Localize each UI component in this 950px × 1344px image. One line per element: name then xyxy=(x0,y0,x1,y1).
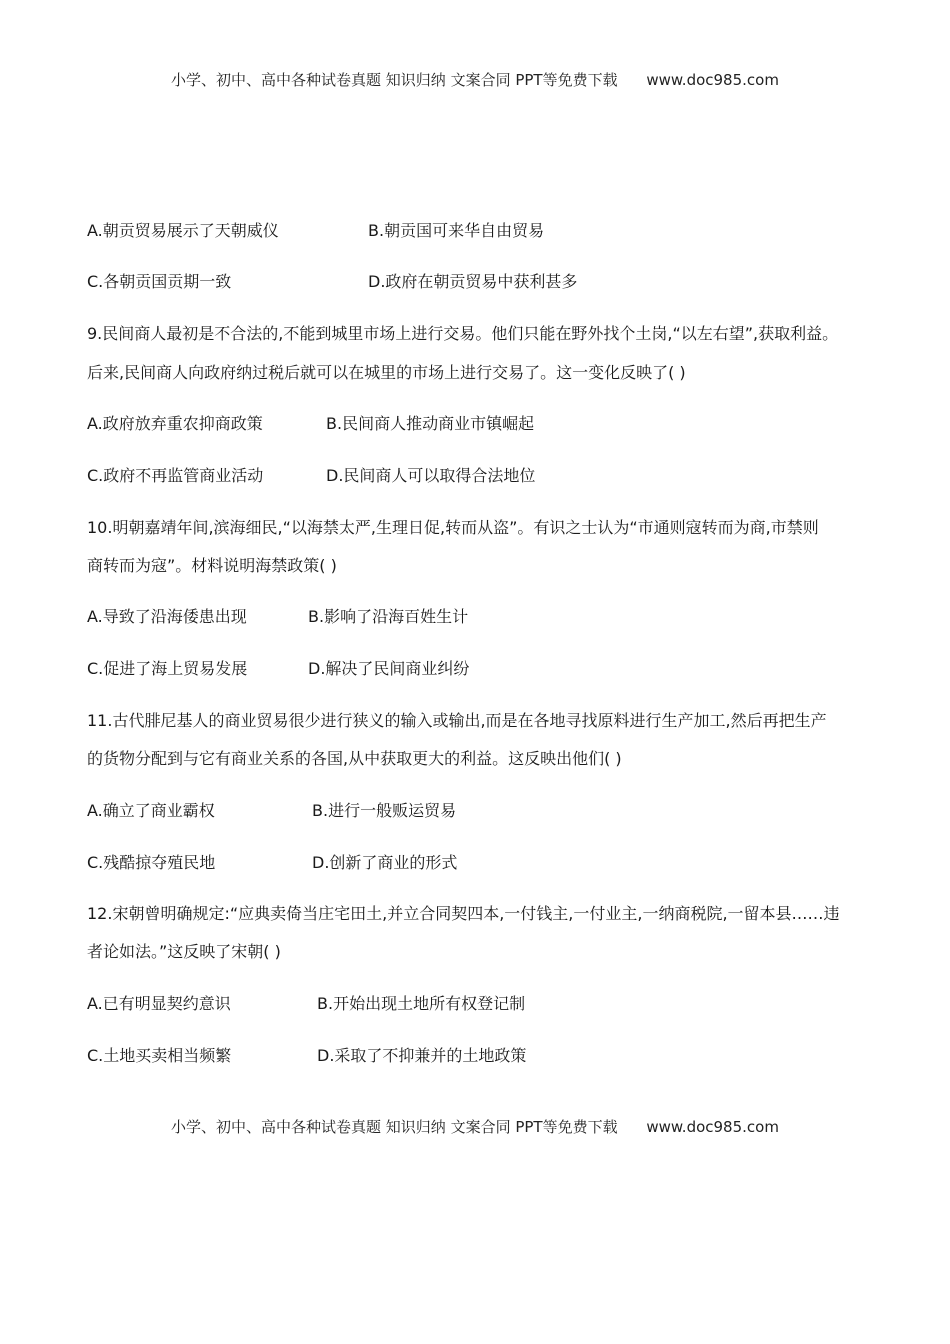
q12-option-c: C.土地买卖相当频繁 xyxy=(87,1046,232,1065)
q8-option-d: D.政府在朝贡贸易中获利甚多 xyxy=(368,272,578,291)
q9-stem-line1: 9.民间商人最初是不合法的,不能到城里市场上进行交易。他们只能在野外找个土岗,“以左右望”,获取利益。 xyxy=(87,324,839,343)
q9-option-b: B.民间商人推动商业市镇崛起 xyxy=(326,414,535,433)
q12-option-b: B.开始出现土地所有权登记制 xyxy=(317,994,526,1013)
q10-option-d: D.解决了民间商业纠纷 xyxy=(308,659,470,678)
q11-stem-line1: 11.古代腓尼基人的商业贸易很少进行狭义的输入或输出,而是在各地寻找原料进行生产加工,然后再把生产 xyxy=(87,711,827,730)
q12-stem-line2: 者论如法。”这反映了宋朝( ) xyxy=(87,942,281,961)
q9-option-d: D.民间商人可以取得合法地位 xyxy=(326,466,536,485)
q12-stem-line1: 12.宋朝曾明确规定:“应典卖倚当庄宅田土,并立合同契四本,一付钱主,一付业主,一纳商税院,一留本县……违 xyxy=(87,904,840,923)
header-site-link[interactable]: www.doc985.com xyxy=(646,71,779,89)
q8-option-b: B.朝贡国可来华自由贸易 xyxy=(368,221,545,240)
q11-option-b: B.进行一般贩运贸易 xyxy=(312,801,457,820)
q12-option-d: D.采取了不抑兼并的土地政策 xyxy=(317,1046,527,1065)
q10-option-c: C.促进了海上贸易发展 xyxy=(87,659,248,678)
q10-stem-line2: 商转而为寇”。材料说明海禁政策( ) xyxy=(87,556,337,575)
q11-stem-line2: 的货物分配到与它有商业关系的各国,从中获取更大的利益。这反映出他们( ) xyxy=(87,749,622,768)
footer-site-link[interactable]: www.doc985.com xyxy=(646,1118,779,1136)
q9-option-c: C.政府不再监管商业活动 xyxy=(87,466,264,485)
q11-option-c: C.残酷掠夺殖民地 xyxy=(87,853,216,872)
q8-option-c: C.各朝贡国贡期一致 xyxy=(87,272,232,291)
q8-option-a: A.朝贡贸易展示了天朝威仪 xyxy=(87,221,279,240)
q10-option-a: A.导致了沿海倭患出现 xyxy=(87,607,247,626)
q11-option-d: D.创新了商业的形式 xyxy=(312,853,458,872)
page-footer xyxy=(0,1116,950,1137)
q12-option-a: A.已有明显契约意识 xyxy=(87,994,231,1013)
q11-option-a: A.确立了商业霸权 xyxy=(87,801,215,820)
q10-option-b: B.影响了沿海百姓生计 xyxy=(308,607,469,626)
q9-option-a: A.政府放弃重农抑商政策 xyxy=(87,414,263,433)
header-text: 小学、初中、高中各种试卷真题 知识归纳 文案合同 PPT等免费下载 xyxy=(171,71,618,89)
page-header xyxy=(0,69,950,90)
q9-stem-line2: 后来,民间商人向政府纳过税后就可以在城里的市场上进行交易了。这一变化反映了( ) xyxy=(87,363,686,382)
footer-text: 小学、初中、高中各种试卷真题 知识归纳 文案合同 PPT等免费下载 xyxy=(171,1118,618,1136)
q10-stem-line1: 10.明朝嘉靖年间,滨海细民,“以海禁太严,生理日促,转而从盗”。有识之士认为“市通则寇转而为商,市禁则 xyxy=(87,518,819,537)
